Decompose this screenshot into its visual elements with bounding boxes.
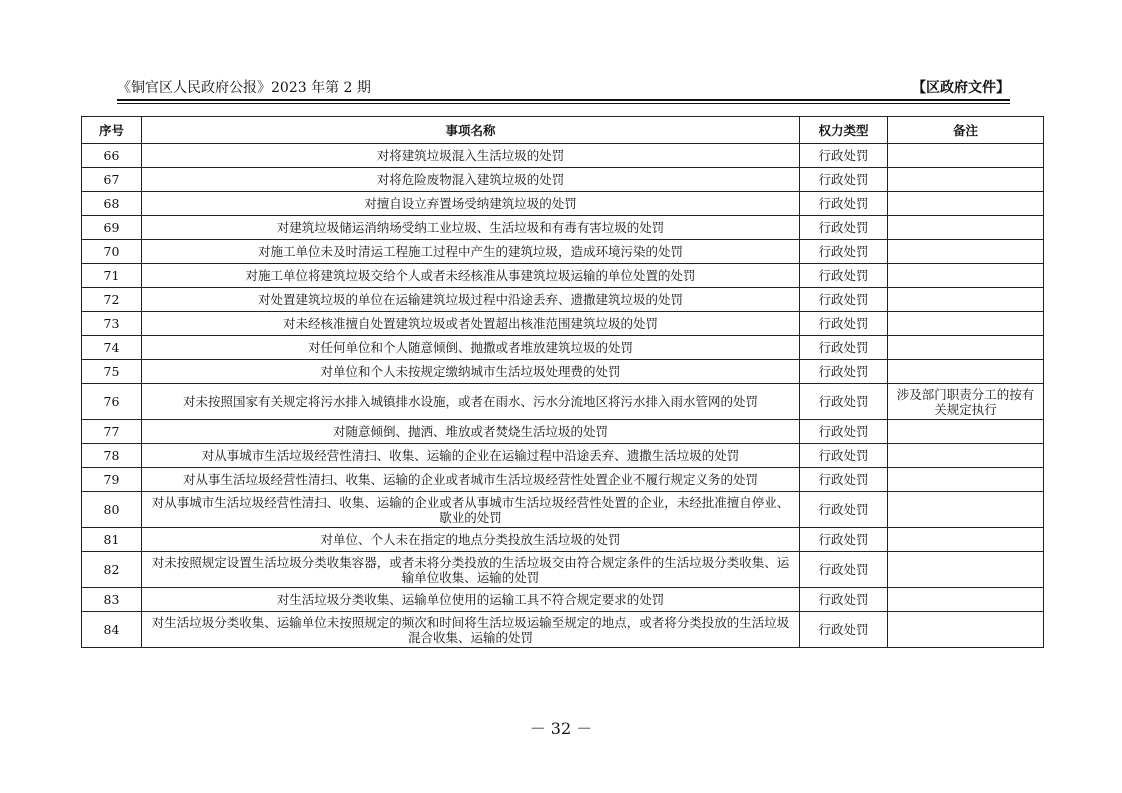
row-type: 行政处罚: [800, 288, 888, 312]
row-type: 行政处罚: [800, 420, 888, 444]
table-row: [82, 240, 1044, 264]
row-note: [888, 528, 1044, 552]
bulletin-title: 《铜官区人民政府公报》2023 年第 2 期: [117, 80, 371, 96]
table-row: [82, 168, 1044, 192]
page-number: － 32 －: [529, 719, 593, 738]
items-table: [81, 116, 1044, 648]
table-row: [82, 492, 1044, 528]
table-row: [82, 420, 1044, 444]
row-note: [888, 336, 1044, 360]
row-no: 77: [82, 420, 142, 444]
row-name: 对未经核准擅自处置建筑垃圾或者处置超出核准范围建筑垃圾的处罚: [142, 312, 800, 336]
row-no: 81: [82, 528, 142, 552]
row-type: 行政处罚: [800, 528, 888, 552]
row-type: 行政处罚: [800, 468, 888, 492]
column-header-no: 序号: [82, 117, 142, 144]
table-row: [82, 552, 1044, 588]
table-row: [82, 384, 1044, 420]
row-name: 对从事生活垃圾经营性清扫、收集、运输的企业或者城市生活垃圾经营性处置企业不履行规定义务的处罚: [142, 468, 800, 492]
row-type: 行政处罚: [800, 312, 888, 336]
row-type: 行政处罚: [800, 360, 888, 384]
row-name: 对施工单位未及时清运工程施工过程中产生的建筑垃圾，造成环境污染的处罚: [142, 240, 800, 264]
row-type: 行政处罚: [800, 240, 888, 264]
row-no: 68: [82, 192, 142, 216]
row-note: [888, 216, 1044, 240]
row-note: [888, 360, 1044, 384]
row-note: [888, 192, 1044, 216]
table-row: [82, 288, 1044, 312]
row-type: 行政处罚: [800, 168, 888, 192]
row-note: [888, 420, 1044, 444]
table-row: [82, 612, 1044, 648]
row-type: 行政处罚: [800, 144, 888, 168]
row-no: 76: [82, 384, 142, 420]
table-row: [82, 588, 1044, 612]
row-name: 对任何单位和个人随意倾倒、抛撒或者堆放建筑垃圾的处罚: [142, 336, 800, 360]
row-no: 75: [82, 360, 142, 384]
column-header-type: 权力类型: [800, 117, 888, 144]
row-no: 78: [82, 444, 142, 468]
row-note: [888, 264, 1044, 288]
row-type: 行政处罚: [800, 492, 888, 528]
row-name: 对单位、个人未在指定的地点分类投放生活垃圾的处罚: [142, 528, 800, 552]
row-name: 对未按照规定设置生活垃圾分类收集容器，或者未将分类投放的生活垃圾交由符合规定条件的生活垃圾分类收集、运输单位收集、运输的处罚: [142, 552, 800, 588]
row-name: 对生活垃圾分类收集、运输单位使用的运输工具不符合规定要求的处罚: [142, 588, 800, 612]
row-note: [888, 588, 1044, 612]
row-name: 对生活垃圾分类收集、运输单位未按照规定的频次和时间将生活垃圾运输至规定的地点，或者将分类投放的生活垃圾混合收集、运输的处罚: [142, 612, 800, 648]
page-header: [117, 78, 1010, 98]
row-type: 行政处罚: [800, 384, 888, 420]
row-no: 72: [82, 288, 142, 312]
table-header-row: [82, 117, 1044, 144]
column-header-note: 备注: [888, 117, 1044, 144]
table-row: [82, 336, 1044, 360]
row-no: 66: [82, 144, 142, 168]
header-rule-thin: [117, 103, 1010, 104]
row-note: [888, 240, 1044, 264]
table-row: [82, 264, 1044, 288]
row-no: 83: [82, 588, 142, 612]
row-note: [888, 444, 1044, 468]
row-no: 80: [82, 492, 142, 528]
row-name: 对单位和个人未按规定缴纳城市生活垃圾处理费的处罚: [142, 360, 800, 384]
row-type: 行政处罚: [800, 588, 888, 612]
row-name: 对未按照国家有关规定将污水排入城镇排水设施，或者在雨水、污水分流地区将污水排入雨水管网的处罚: [142, 384, 800, 420]
row-note: 涉及部门职责分工的按有关规定执行: [888, 384, 1044, 420]
row-note: [888, 168, 1044, 192]
table-row: [82, 192, 1044, 216]
row-name: 对从事城市生活垃圾经营性清扫、收集、运输的企业在运输过程中沿途丢弃、遗撒生活垃圾的处罚: [142, 444, 800, 468]
row-no: 71: [82, 264, 142, 288]
row-type: 行政处罚: [800, 552, 888, 588]
row-name: 对将建筑垃圾混入生活垃圾的处罚: [142, 144, 800, 168]
column-header-name: 事项名称: [142, 117, 800, 144]
row-type: 行政处罚: [800, 444, 888, 468]
table-row: [82, 468, 1044, 492]
row-type: 行政处罚: [800, 192, 888, 216]
row-no: 84: [82, 612, 142, 648]
row-note: [888, 552, 1044, 588]
header-rule-thick: [117, 99, 1010, 101]
row-type: 行政处罚: [800, 336, 888, 360]
row-note: [888, 144, 1044, 168]
row-name: 对施工单位将建筑垃圾交给个人或者未经核准从事建筑垃圾运输的单位处置的处罚: [142, 264, 800, 288]
row-name: 对从事城市生活垃圾经营性清扫、收集、运输的企业或者从事城市生活垃圾经营性处置的企业，未经批准擅自停业、歇业的处罚: [142, 492, 800, 528]
row-no: 70: [82, 240, 142, 264]
table-row: [82, 216, 1044, 240]
row-note: [888, 468, 1044, 492]
row-no: 67: [82, 168, 142, 192]
row-type: 行政处罚: [800, 612, 888, 648]
row-note: [888, 288, 1044, 312]
table-row: [82, 360, 1044, 384]
row-name: 对建筑垃圾储运消纳场受纳工业垃圾、生活垃圾和有毒有害垃圾的处罚: [142, 216, 800, 240]
row-note: [888, 312, 1044, 336]
row-note: [888, 492, 1044, 528]
row-no: 79: [82, 468, 142, 492]
row-name: 对随意倾倒、抛洒、堆放或者焚烧生活垃圾的处罚: [142, 420, 800, 444]
table-row: [82, 312, 1044, 336]
row-no: 74: [82, 336, 142, 360]
row-no: 73: [82, 312, 142, 336]
row-type: 行政处罚: [800, 264, 888, 288]
table-row: [82, 444, 1044, 468]
row-no: 82: [82, 552, 142, 588]
row-name: 对处置建筑垃圾的单位在运输建筑垃圾过程中沿途丢弃、遗撒建筑垃圾的处罚: [142, 288, 800, 312]
row-note: [888, 612, 1044, 648]
table-row: [82, 528, 1044, 552]
row-no: 69: [82, 216, 142, 240]
section-label: 【区政府文件】: [912, 80, 1010, 96]
row-name: 对将危险废物混入建筑垃圾的处罚: [142, 168, 800, 192]
table-row: [82, 144, 1044, 168]
row-name: 对擅自设立弃置场受纳建筑垃圾的处罚: [142, 192, 800, 216]
row-type: 行政处罚: [800, 216, 888, 240]
